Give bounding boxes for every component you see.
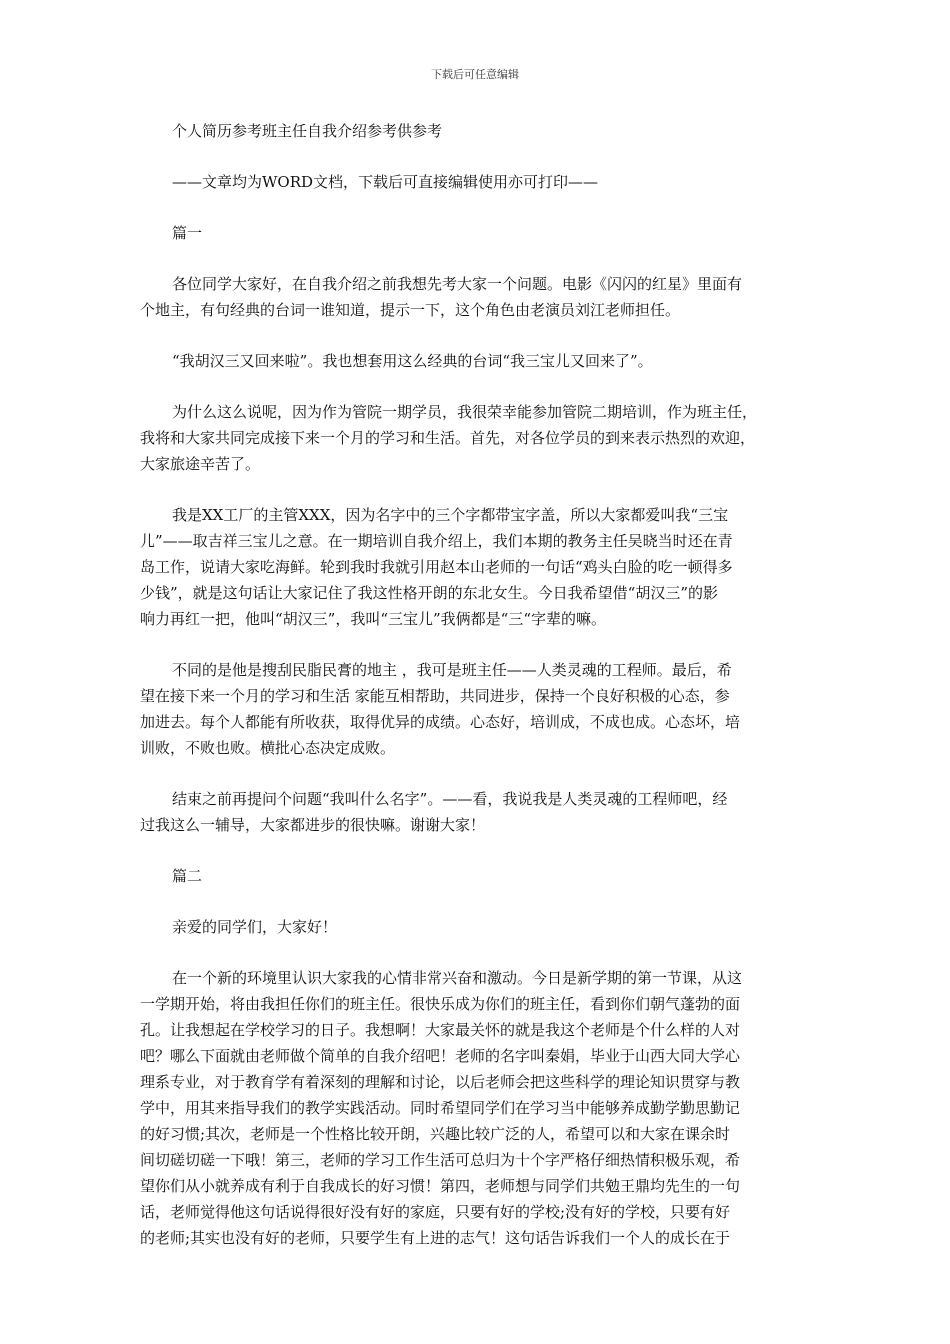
paragraph-line: 不同的是他是搜刮民脂民膏的地主 ，我可是班主任——人类灵魂的工程师。最后，希 [172,661,732,679]
spacer [140,940,820,965]
document-title: 个人简历参考班主任自我介绍参考供参考 [172,122,443,140]
paragraph-7 [140,914,820,940]
paragraph-line: 少钱”，就是这句话让大家记住了我这性格开朗的东北女生。今日我希望借“胡汉三”的影 [140,584,719,602]
paragraph-line: 儿”——取吉祥三宝儿之意。在一期培训自我介绍上，我们本期的教务主任吴晓当时还在青 [140,532,733,550]
spacer [140,195,820,220]
paragraph-line: 过我这么一辅导，大家都进步的很快嘛。谢谢大家！ [140,816,486,834]
spacer [140,144,820,169]
spacer [140,374,820,399]
paragraph-4 [140,502,820,632]
paragraph-line: 各位同学大家好，在自我介绍之前我想先考大家一个问题。电影《闪闪的红星》里面有 [172,275,743,293]
paragraph-line: 孔。让我想起在学校学习的日子。我想啊！大家最关怀的就是我这个老师是个什么样的人对 [140,1021,741,1039]
paragraph-line: 亲爱的同学们，大家好！ [172,918,338,936]
paragraph-8 [140,965,820,1251]
paragraph-line: 岛工作，说请大家吃海鲜。轮到我时我就引用赵本山老师的一句话“鸡头白脸的吃一顿得多 [140,558,733,576]
paragraph-line: 训败，不败也败。横批心态决定成败。 [140,739,396,757]
paragraph-line: 我将和大家共同完成接下来一个月的学习和生活。首先，对各位学员的到来表示热烈的欢迎， [140,429,756,447]
paragraph-line: 的好习惯;其次，老师是一个性格比较开朗，兴趣比较广泛的人，希望可以和大家在课余时 [140,1125,731,1143]
paragraph-line: 学中，用其来指导我们的教学实践活动。同时希望同学们在学习当中能够养成勤学勤思勤记 [140,1099,741,1117]
document-body [140,118,820,1251]
paragraph-6 [140,786,820,838]
paragraph-2 [140,348,820,374]
paragraph-3 [140,399,820,477]
spacer [140,323,820,348]
spacer [140,761,820,786]
paragraph-line: 的老师;其实也没有好的老师，只要学生有上进的志气！这句话告诉我们一个人的成长在于 [140,1229,731,1247]
paragraph-line: 个地主，有句经典的台词一谁知道，提示一下，这个角色由老演员刘江老师担任。 [140,301,681,319]
paragraph-5 [140,657,820,761]
section-heading-2: 篇二 [172,867,203,885]
paragraph-line: 望你们从小就养成有利于自我成长的好习惯！第四，老师想与同学们共勉王鼎均先生的一句 [140,1177,741,1195]
paragraph-line: 加进去。每个人都能有所收获，取得优异的成绩。心态好，培训成，不成也成。心态坏，培 [140,713,741,731]
spacer [140,889,820,914]
paragraph-line: 吧？哪么下面就由老师做个简单的自我介绍吧！老师的名字叫秦娟，毕业于山西大同大学心 [140,1047,741,1065]
paragraph-line: 望在接下来一个月的学习和生活 家能互相帮助，共同进步，保持一个良好积极的心态，参 [140,687,730,705]
spacer [140,838,820,863]
paragraph-line: 间切磋切磋一下哦！第三，老师的学习工作生活可总归为十个字严格仔细热情积极乐观，希 [140,1151,741,1169]
paragraph-line: 响力再红一把，他叫“胡汉三”，我叫“三宝儿”我俩都是“三“字辈的嘛。 [140,610,607,628]
paragraph-line: 在一个新的环境里认识大家我的心情非常兴奋和激动。今日是新学期的第一节课，从这 [172,969,743,987]
spacer [140,477,820,502]
spacer [140,246,820,271]
paragraph-line: 理系专业，对于教育学有着深刻的理解和讨论，以后老师会把这些科学的理论知识贯穿与教 [140,1073,741,1091]
paragraph-line: 为什么这么说呢，因为作为管院一期学员，我很荣幸能参加管院二期培训，作为班主任， [172,403,758,421]
paragraph-line: 大家旅途辛苦了。 [140,455,261,473]
paragraph-1 [140,271,820,323]
paragraph-line: “我胡汉三又回来啦”。我也想套用这么经典的台词“我三宝儿又回来了”。 [172,352,653,370]
paragraph-line: 一学期开始，将由我担任你们的班主任。很快乐成为你们的班主任，看到你们朝气蓬勃的面 [140,995,741,1013]
page-header: 下载后可任意编辑 [431,68,519,81]
document-subtitle: ——文章均为WORD文档，下载后可直接编辑使用亦可打印—— [172,173,599,191]
paragraph-line: 结束之前再提问个问题“我叫什么名字”。——看，我说我是人类灵魂的工程师吧，经 [172,790,728,808]
paragraph-line: 我是XX工厂的主管XXX，因为名字中的三个字都带宝字盖，所以大家都爱叫我“三宝 [172,506,729,524]
paragraph-line: 话，老师觉得他这句话说得很好没有好的家庭，只要有好的学校;没有好的学校，只要有好 [140,1203,731,1221]
spacer [140,632,820,657]
section-heading-1: 篇一 [172,224,203,242]
